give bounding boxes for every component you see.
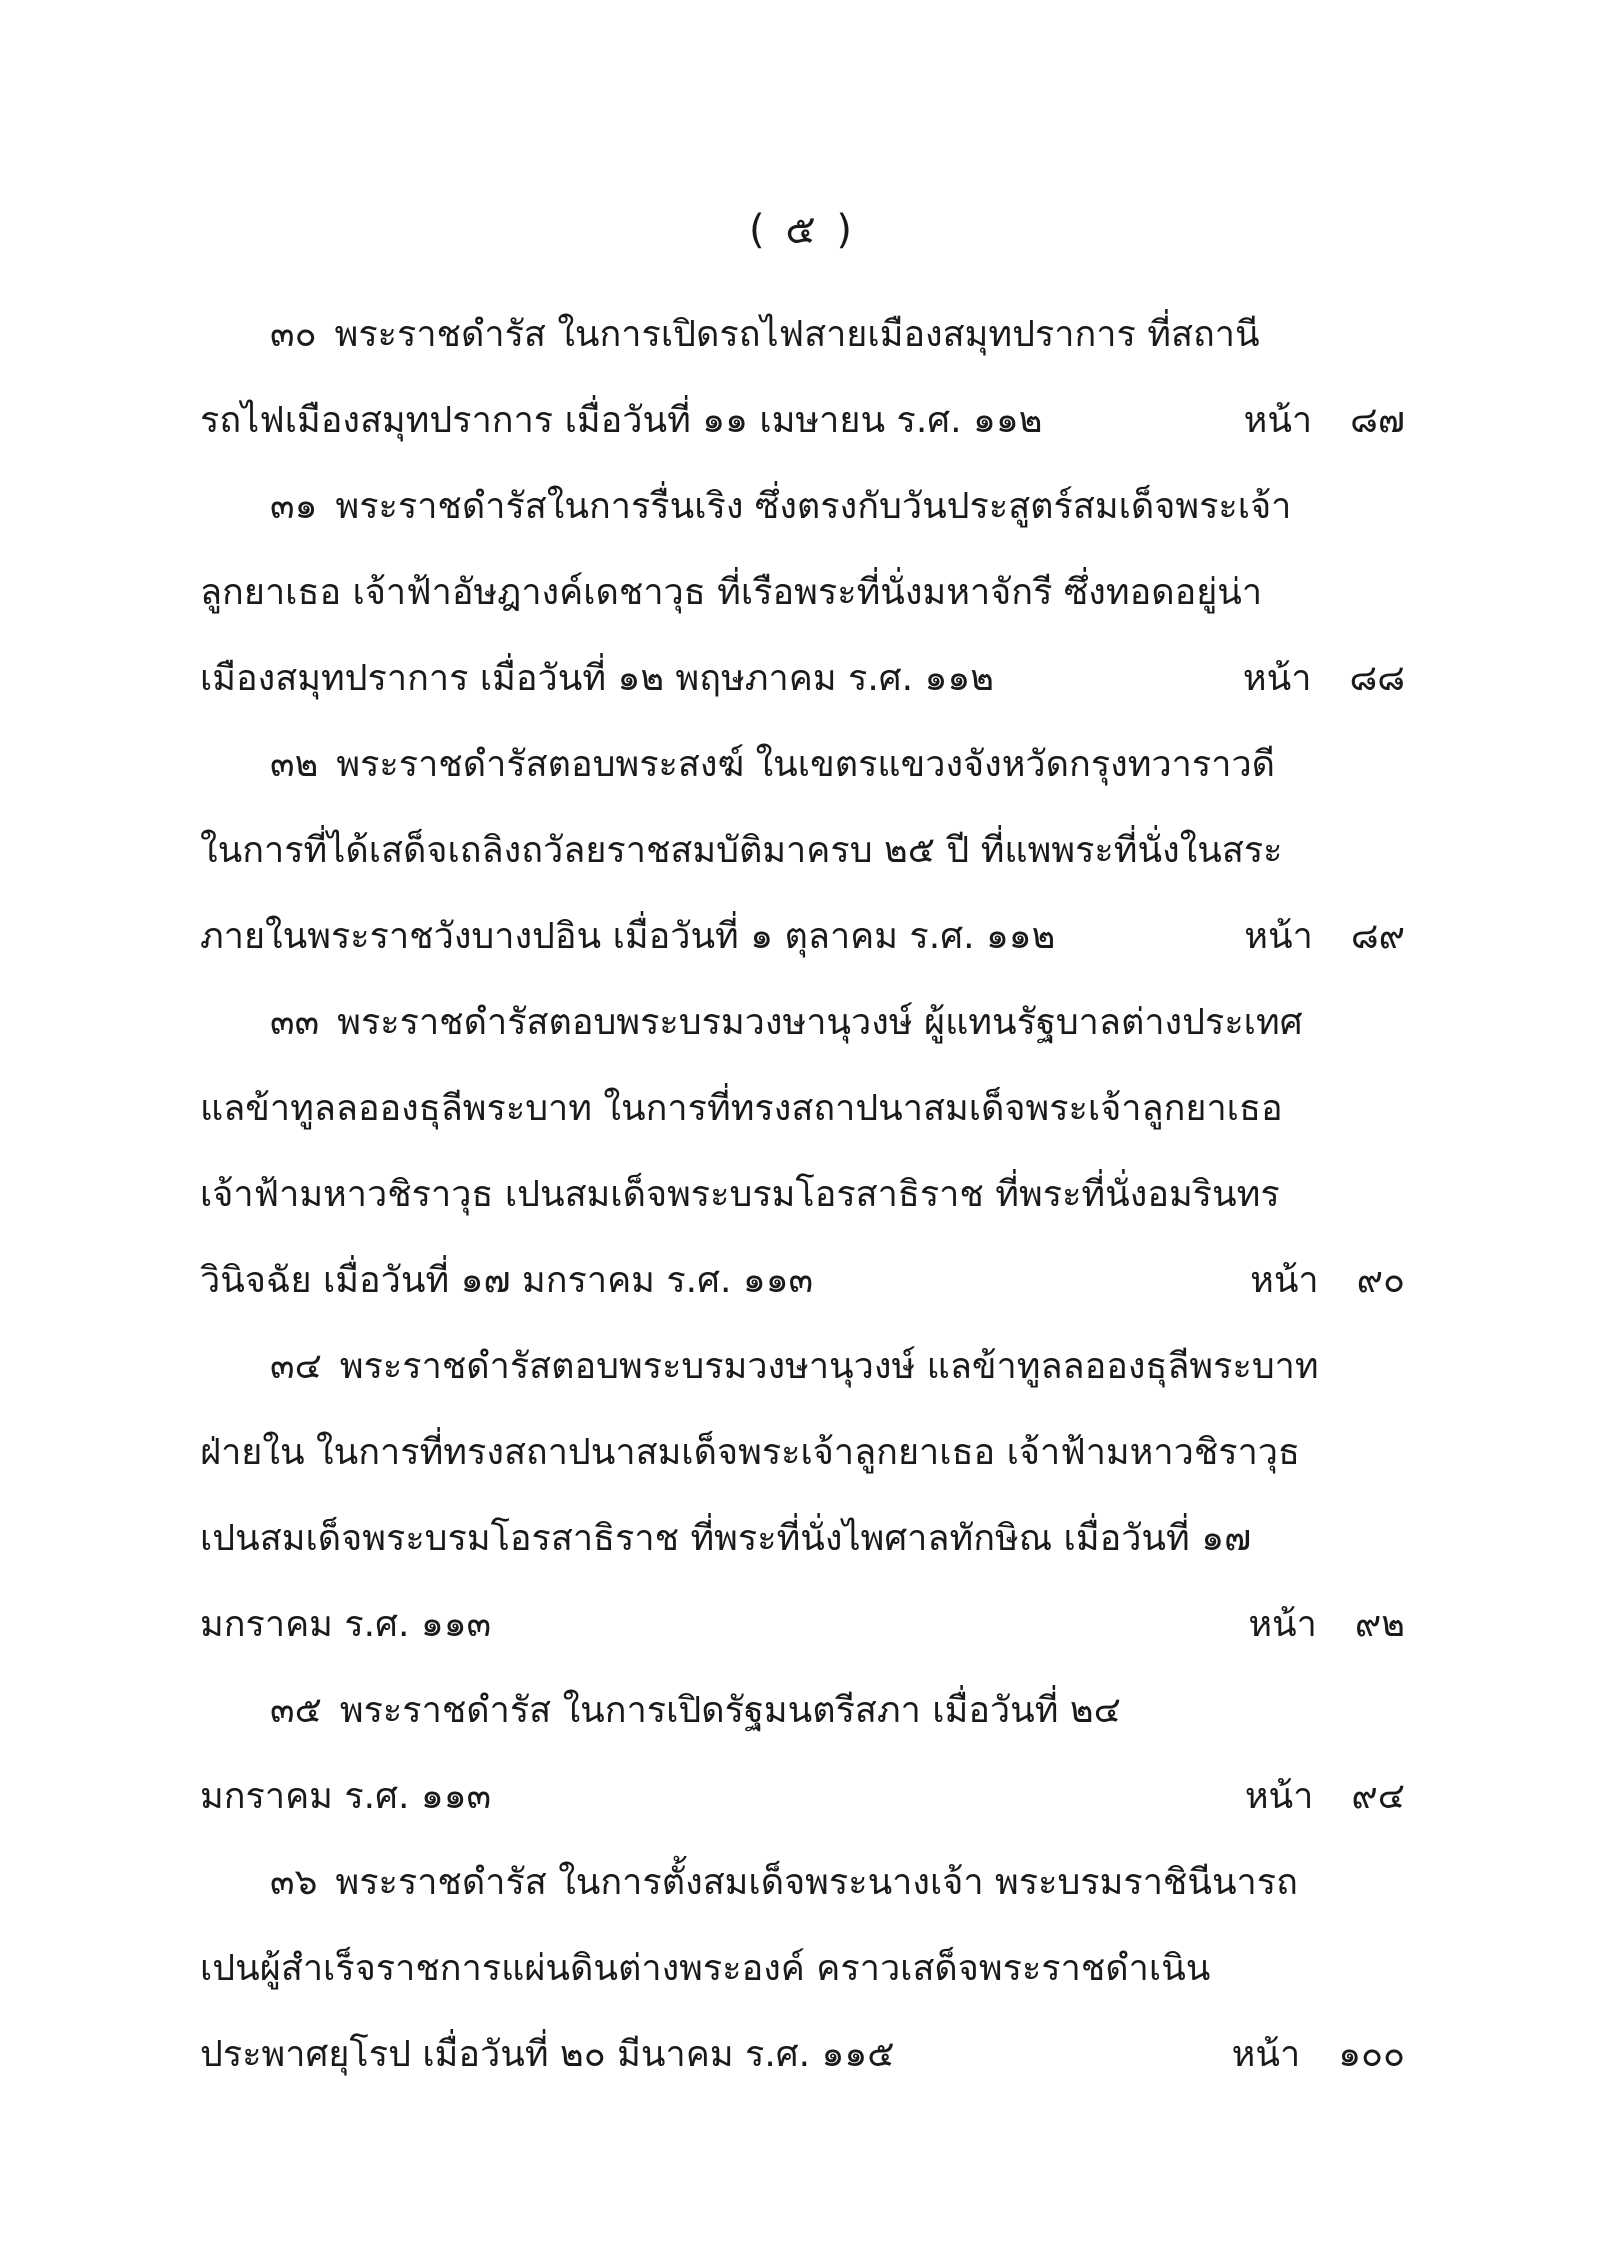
entry-text: พระราชดำรัสในการรื่นเริง ซึ่งตรงกับวันประสูตร์สมเด็จพระเจ้า xyxy=(335,486,1292,527)
page-label: หน้า xyxy=(1242,658,1312,699)
page-label: หน้า xyxy=(1250,1260,1319,1301)
page-label: หน้า xyxy=(1248,1604,1317,1645)
contents-entry xyxy=(200,1840,1405,2098)
entry-text: ฝ่ายใน ในการที่ทรงสถาปนาสมเด็จพระเจ้าลูกยาเธอ เจ้าฟ้ามหาวชิราวุธ xyxy=(200,1432,1300,1473)
entry-text: ภายในพระราชวังบางปอิน เมื่อวันที่ ๑ ตุลาคม ร.ศ. ๑๑๒ xyxy=(200,916,1056,957)
page-label: หน้า xyxy=(1244,916,1313,957)
page-label: หน้า xyxy=(1244,1776,1314,1817)
entry-line xyxy=(200,292,1405,378)
entry-line xyxy=(200,980,1405,1066)
page-reference xyxy=(1244,894,1405,980)
entry-line xyxy=(200,1840,1405,1926)
entry-text: แลข้าทูลลอองธุลีพระบาท ในการที่ทรงสถาปนาสมเด็จพระเจ้าลูกยาเธอ xyxy=(200,1088,1283,1129)
entry-line xyxy=(200,808,1405,894)
page-ref-number: ๘๘ xyxy=(1349,658,1405,699)
page-label: หน้า xyxy=(1243,400,1313,441)
entry-line xyxy=(200,1238,1405,1324)
entry-text: ในการที่ได้เสด็จเถลิงถวัลยราชสมบัติมาครบ ๒๕ ปี ที่แพพระที่นั่งในสระ xyxy=(200,830,1283,871)
page-ref-number: ๘๗ xyxy=(1350,400,1405,441)
contents-list xyxy=(200,292,1405,2098)
entry-number: ๓๖ xyxy=(270,1862,318,1903)
page-reference xyxy=(1248,1582,1405,1668)
page-reference xyxy=(1232,2012,1405,2098)
entry-line xyxy=(200,1496,1405,1582)
entry-text: วินิจฉัย เมื่อวันที่ ๑๗ มกราคม ร.ศ. ๑๑๓ xyxy=(200,1260,814,1301)
entry-line xyxy=(200,1754,1405,1840)
page-number: ( ๕ ) xyxy=(749,207,856,253)
entry-text: เปนสมเด็จพระบรมโอรสาธิราช ที่พระที่นั่งไพศาลทักษิณ เมื่อวันที่ ๑๗ xyxy=(200,1518,1252,1559)
page-ref-number: ๙๔ xyxy=(1351,1776,1405,1817)
contents-entry xyxy=(200,292,1405,464)
entry-line xyxy=(200,722,1405,808)
entry-line xyxy=(200,636,1405,722)
contents-entry xyxy=(200,1668,1405,1840)
entry-line xyxy=(200,1066,1405,1152)
page-reference xyxy=(1245,1754,1405,1840)
entry-line xyxy=(200,894,1405,980)
entry-text: พระราชดำรัสตอบพระบรมวงษานุวงษ์ ผู้แทนรัฐบาลต่างประเทศ xyxy=(337,1002,1303,1043)
entry-number: ๓๓ xyxy=(270,1002,320,1043)
entry-number: ๓๔ xyxy=(270,1346,322,1387)
page-ref-number: ๙๒ xyxy=(1354,1604,1405,1645)
entry-text: เปนผู้สำเร็จราชการแผ่นดินต่างพระองค์ คราวเสด็จพระราชดำเนิน xyxy=(200,1948,1211,1989)
entry-line xyxy=(200,464,1405,550)
page-label: หน้า xyxy=(1231,2034,1301,2075)
contents-entry xyxy=(200,1324,1405,1668)
entry-text: ประพาศยุโรป เมื่อวันที่ ๒๐ มีนาคม ร.ศ. ๑๑๕ xyxy=(200,2034,895,2075)
page-reference xyxy=(1250,1238,1405,1324)
entry-line xyxy=(200,1668,1405,1754)
entry-text: มกราคม ร.ศ. ๑๑๓ xyxy=(200,1604,492,1645)
entry-line xyxy=(200,378,1405,464)
entry-number: ๓๑ xyxy=(270,486,318,527)
page-ref-number: ๙๐ xyxy=(1356,1260,1405,1301)
entry-text: มกราคม ร.ศ. ๑๑๓ xyxy=(200,1776,492,1817)
entry-text: รถไฟเมืองสมุทปราการ เมื่อวันที่ ๑๑ เมษายน ร.ศ. ๑๑๒ xyxy=(200,400,1043,441)
entry-text: พระราชดำรัส ในการตั้งสมเด็จพระนางเจ้า พระบรมราชินีนารถ xyxy=(335,1862,1298,1903)
entry-line xyxy=(200,1410,1405,1496)
entry-text: พระราชดำรัส ในการเปิดรถไฟสายเมืองสมุทปราการ ที่สถานี xyxy=(334,314,1260,355)
page-reference xyxy=(1244,378,1405,464)
entry-line xyxy=(200,1926,1405,2012)
contents-entry xyxy=(200,722,1405,980)
entry-text: ลูกยาเธอ เจ้าฟ้าอัษฎางค์เดชาวุธ ที่เรือพระที่นั่งมหาจักรี ซึ่งทอดอยู่น่า xyxy=(200,572,1263,613)
page-ref-number: ๑๐๐ xyxy=(1338,2034,1405,2075)
entry-line xyxy=(200,1324,1405,1410)
entry-number: ๓๕ xyxy=(270,1690,322,1731)
entry-line xyxy=(200,1152,1405,1238)
entry-number: ๓๐ xyxy=(270,314,317,355)
entry-text: เมืองสมุทปราการ เมื่อวันที่ ๑๒ พฤษภาคม ร.ศ. ๑๑๒ xyxy=(200,658,994,699)
contents-entry xyxy=(200,980,1405,1324)
entry-line xyxy=(200,550,1405,636)
contents-entry xyxy=(200,464,1405,722)
entry-text: พระราชดำรัสตอบพระบรมวงษานุวงษ์ แลข้าทูลลอองธุลีพระบาท xyxy=(339,1346,1319,1387)
entry-line xyxy=(200,1582,1405,1668)
entry-text: พระราชดำรัสตอบพระสงฆ์ ในเขตรแขวงจังหวัดกรุงทวาราวดี xyxy=(336,744,1276,785)
page-ref-number: ๘๙ xyxy=(1350,916,1405,957)
page-reference xyxy=(1243,636,1405,722)
entry-text: พระราชดำรัส ในการเปิดรัฐมนตรีสภา เมื่อวันที่ ๒๔ xyxy=(339,1690,1121,1731)
entry-line xyxy=(200,2012,1405,2098)
entry-number: ๓๒ xyxy=(270,744,319,785)
entry-text: เจ้าฟ้ามหาวชิราวุธ เปนสมเด็จพระบรมโอรสาธิราช ที่พระที่นั่งอมรินทร xyxy=(200,1174,1280,1215)
